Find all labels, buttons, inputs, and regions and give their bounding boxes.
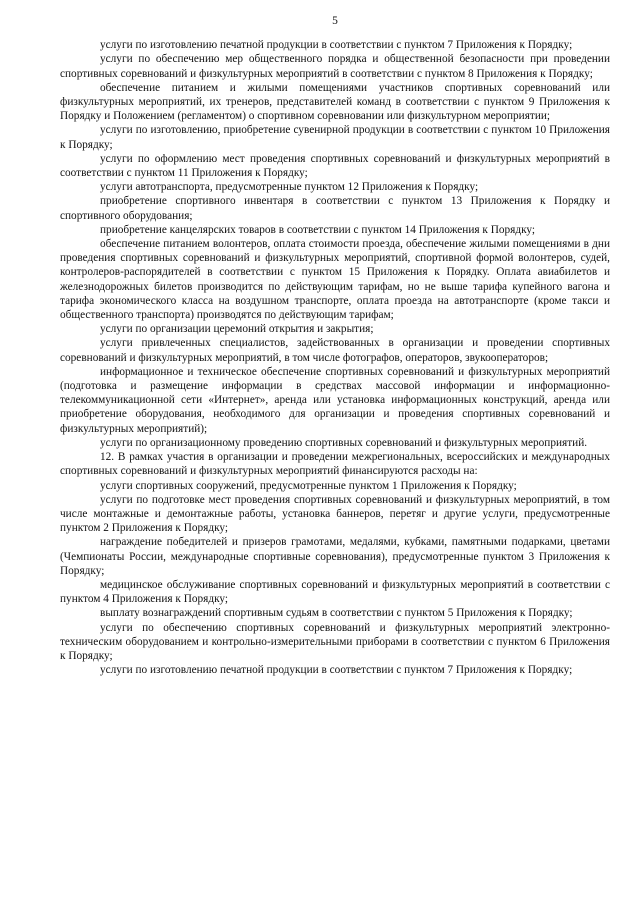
paragraph: обеспечение питанием и жилыми помещениями участников спортивных соревнований или физкультурных мероприятий, их тренеров, представителей команд в соответствии с пунктом 9 Приложения к Порядку и Положением (регламентом) о спортивном соревновании или физкультурном мероприятии;	[60, 81, 610, 123]
paragraph: награждение победителей и призеров грамотами, медалями, кубками, памятными подарками, цветами (Чемпионаты России, международные спортивные соревнования), предусмотренные пунктом 3 Приложения к Порядку;	[60, 536, 610, 577]
paragraph: услуги автотранспорта, предусмотренные пунктом 12 Приложения к Порядку;	[100, 181, 479, 194]
document-page	[60, 14, 610, 677]
paragraph: услуги по оформлению мест проведения спортивных соревнований и физкультурных мероприятий в соответствии с пунктом 11 Приложения к Порядку;	[60, 152, 610, 180]
paragraph: услуги спортивных сооружений, предусмотренные пунктом 1 Приложения к Порядку;	[100, 479, 517, 492]
paragraph: услуги по организации церемоний открытия и закрытия;	[100, 323, 374, 336]
paragraph: обеспечение питанием волонтеров, оплата стоимости проезда, обеспечение жилыми помещениями в дни проведения спортивных соревнований и физкультурных мероприятий, спортивной формой волонтеров, судей, контролеров-распорядителей в соответствии с пунктом 15 Приложения к Порядку. Оплата авиабилетов и железнодорожных билетов производится по действующим тарифам, но не выше тарифа купейного вагона и тарифа экономического класса на воздушном транспорте, оплата проезда на автотранспорте (кроме такси и общественного транспорта) производятся по действующим тарифам;	[60, 238, 610, 322]
paragraph: услуги по подготовке мест проведения спортивных соревнований и физкультурных мероприятий, в том числе монтажные и демонтажные работы, установка баннеров, перетяг и другие услуги, предусмотренные пунктом 2 Приложения к Порядку;	[60, 493, 610, 535]
paragraph: информационное и техническое обеспечение спортивных соревнований и физкультурных мероприятий (подготовка и размещение информации в средствах массовой информации и информационно-телекоммуникационной сети «Интернет», аренда или установка информационных конструкций, аренда или приобретение оборудования, необходимого для организации и проведения спортивных соревнований и физкультурных мероприятий);	[60, 365, 610, 435]
paragraph: услуги по обеспечению спортивных соревнований и физкультурных мероприятий электронно-техническим оборудованием и контрольно-измерительными приборами в соответствии с пунктом 6 Приложения к Порядку;	[60, 621, 610, 662]
paragraph: приобретение спортивного инвентаря в соответствии с пунктом 13 Приложения к Порядку и спортивного оборудования;	[60, 195, 610, 222]
paragraph: услуги по изготовлению печатной продукции в соответствии с пунктом 7 Приложения к Порядку;	[100, 664, 573, 677]
page-number: 5	[332, 15, 338, 27]
paragraph: услуги по изготовлению печатной продукции в соответствии с пунктом 7 Приложения к Порядку;	[100, 39, 573, 52]
paragraph: приобретение канцелярских товаров в соответствии с пунктом 14 Приложения к Порядку;	[100, 223, 536, 236]
paragraph: услуги по изготовлению, приобретение сувенирной продукции в соответствии с пунктом 10 Приложения к Порядку;	[60, 124, 610, 151]
paragraph: медицинское обслуживание спортивных соревнований и физкультурных мероприятий в соответствии с пунктом 4 Приложения к Порядку;	[60, 578, 610, 606]
paragraph: услуги по организационному проведению спортивных соревнований и физкультурных мероприятий.	[100, 436, 588, 449]
paragraph: услуги привлеченных специалистов, задействованных в организации и проведении спортивных соревнований и физкультурных мероприятий, в том числе фотографов, операторов, звукооператоров;	[60, 337, 610, 364]
paragraph: выплату вознаграждений спортивным судьям в соответствии с пунктом 5 Приложения к Порядку;	[100, 607, 573, 620]
paragraph: 12. В рамках участия в организации и проведении межрегиональных, всероссийских и международных спортивных соревнований и физкультурных мероприятий финансируются расходы на:	[60, 451, 610, 478]
paragraph: услуги по обеспечению мер общественного порядка и общественной безопасности при проведении спортивных соревнований и физкультурных мероприятий в соответствии с пунктом 8 Приложения к Порядку;	[60, 53, 610, 80]
